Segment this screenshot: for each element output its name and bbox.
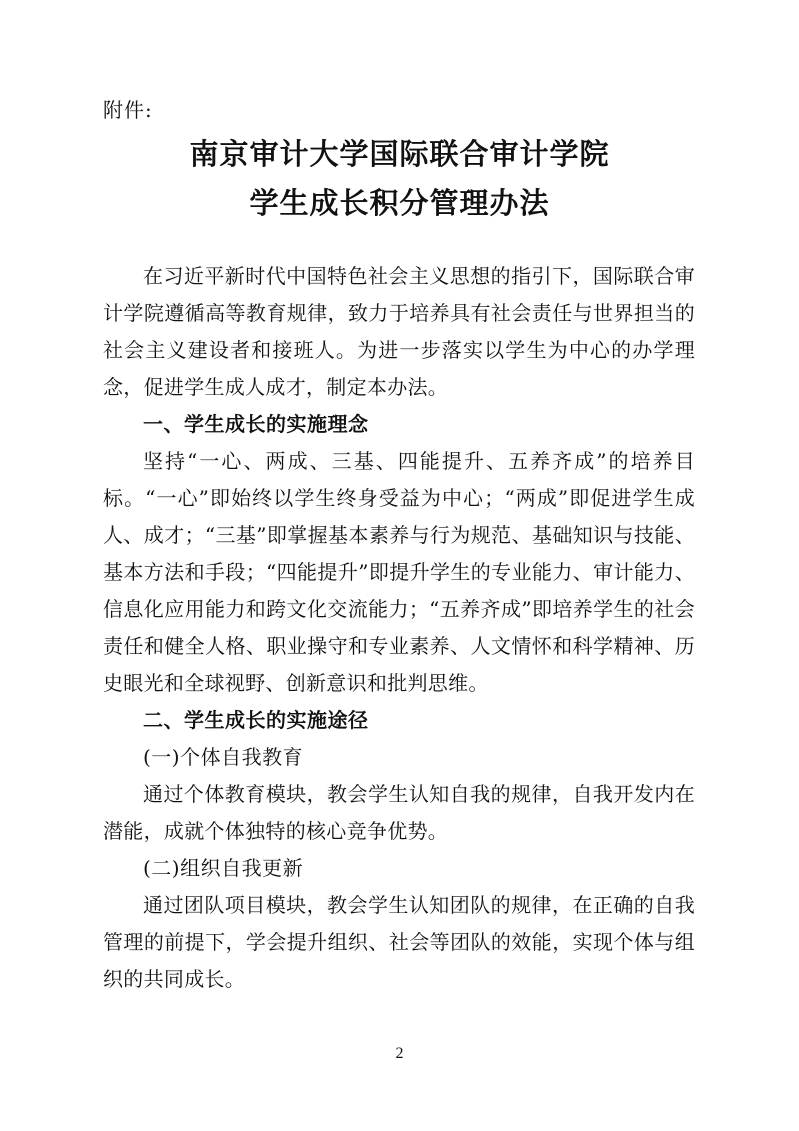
- subsection-1-paragraph: 通过个体教育模块，教会学生认知自我的规律，自我开发内在潜能，成就个体独特的核心竞争优势。: [103, 782, 695, 843]
- subsection-1-heading: (一)个体自我教育: [143, 745, 304, 769]
- page-number: 2: [395, 1045, 404, 1062]
- attachment-label: 附件:: [103, 98, 153, 122]
- section-2-heading: 二、学生成长的实施途径: [143, 708, 369, 732]
- subsection-2-heading: (二)组织自我更新: [143, 856, 304, 880]
- document-title-line-1: 南京审计大学国际联合审计学院: [189, 137, 610, 171]
- document-body: [103, 258, 695, 998]
- subsection-2-paragraph: 通过团队项目模块，教会学生认知团队的规律，在正确的自我管理的前提下，学会提升组织、社会等团队的效能，实现个体与组织的共同成长。: [103, 893, 695, 991]
- section-1-paragraph: 坚持“一心、两成、三基、四能提升、五养齐成”的培养目标。“一心”即始终以学生终身受益为中心；“两成”即促进学生成人、成才；“三基”即掌握基本素养与行为规范、基础知识与技能、基本方法和手段；“四能提升”即提升学生的专业能力、审计能力、信息化应用能力和跨文化交流能力；“五养齐成”即培养学生的社会责任和健全人格、职业操守和专业素养、人文情怀和科学精神、历史眼光和全球视野、创新意识和批判思维。: [103, 449, 695, 695]
- section-1-heading: 一、学生成长的实施理念: [143, 412, 369, 436]
- document-title-line-2: 学生成长积分管理办法: [249, 186, 550, 220]
- intro-paragraph: 在习近平新时代中国特色社会主义思想的指引下，国际联合审计学院遵循高等教育规律，致力于培养具有社会责任与世界担当的社会主义建设者和接班人。为进一步落实以学生为中心的办学理念，促进学生成人成才，制定本办法。: [103, 264, 695, 399]
